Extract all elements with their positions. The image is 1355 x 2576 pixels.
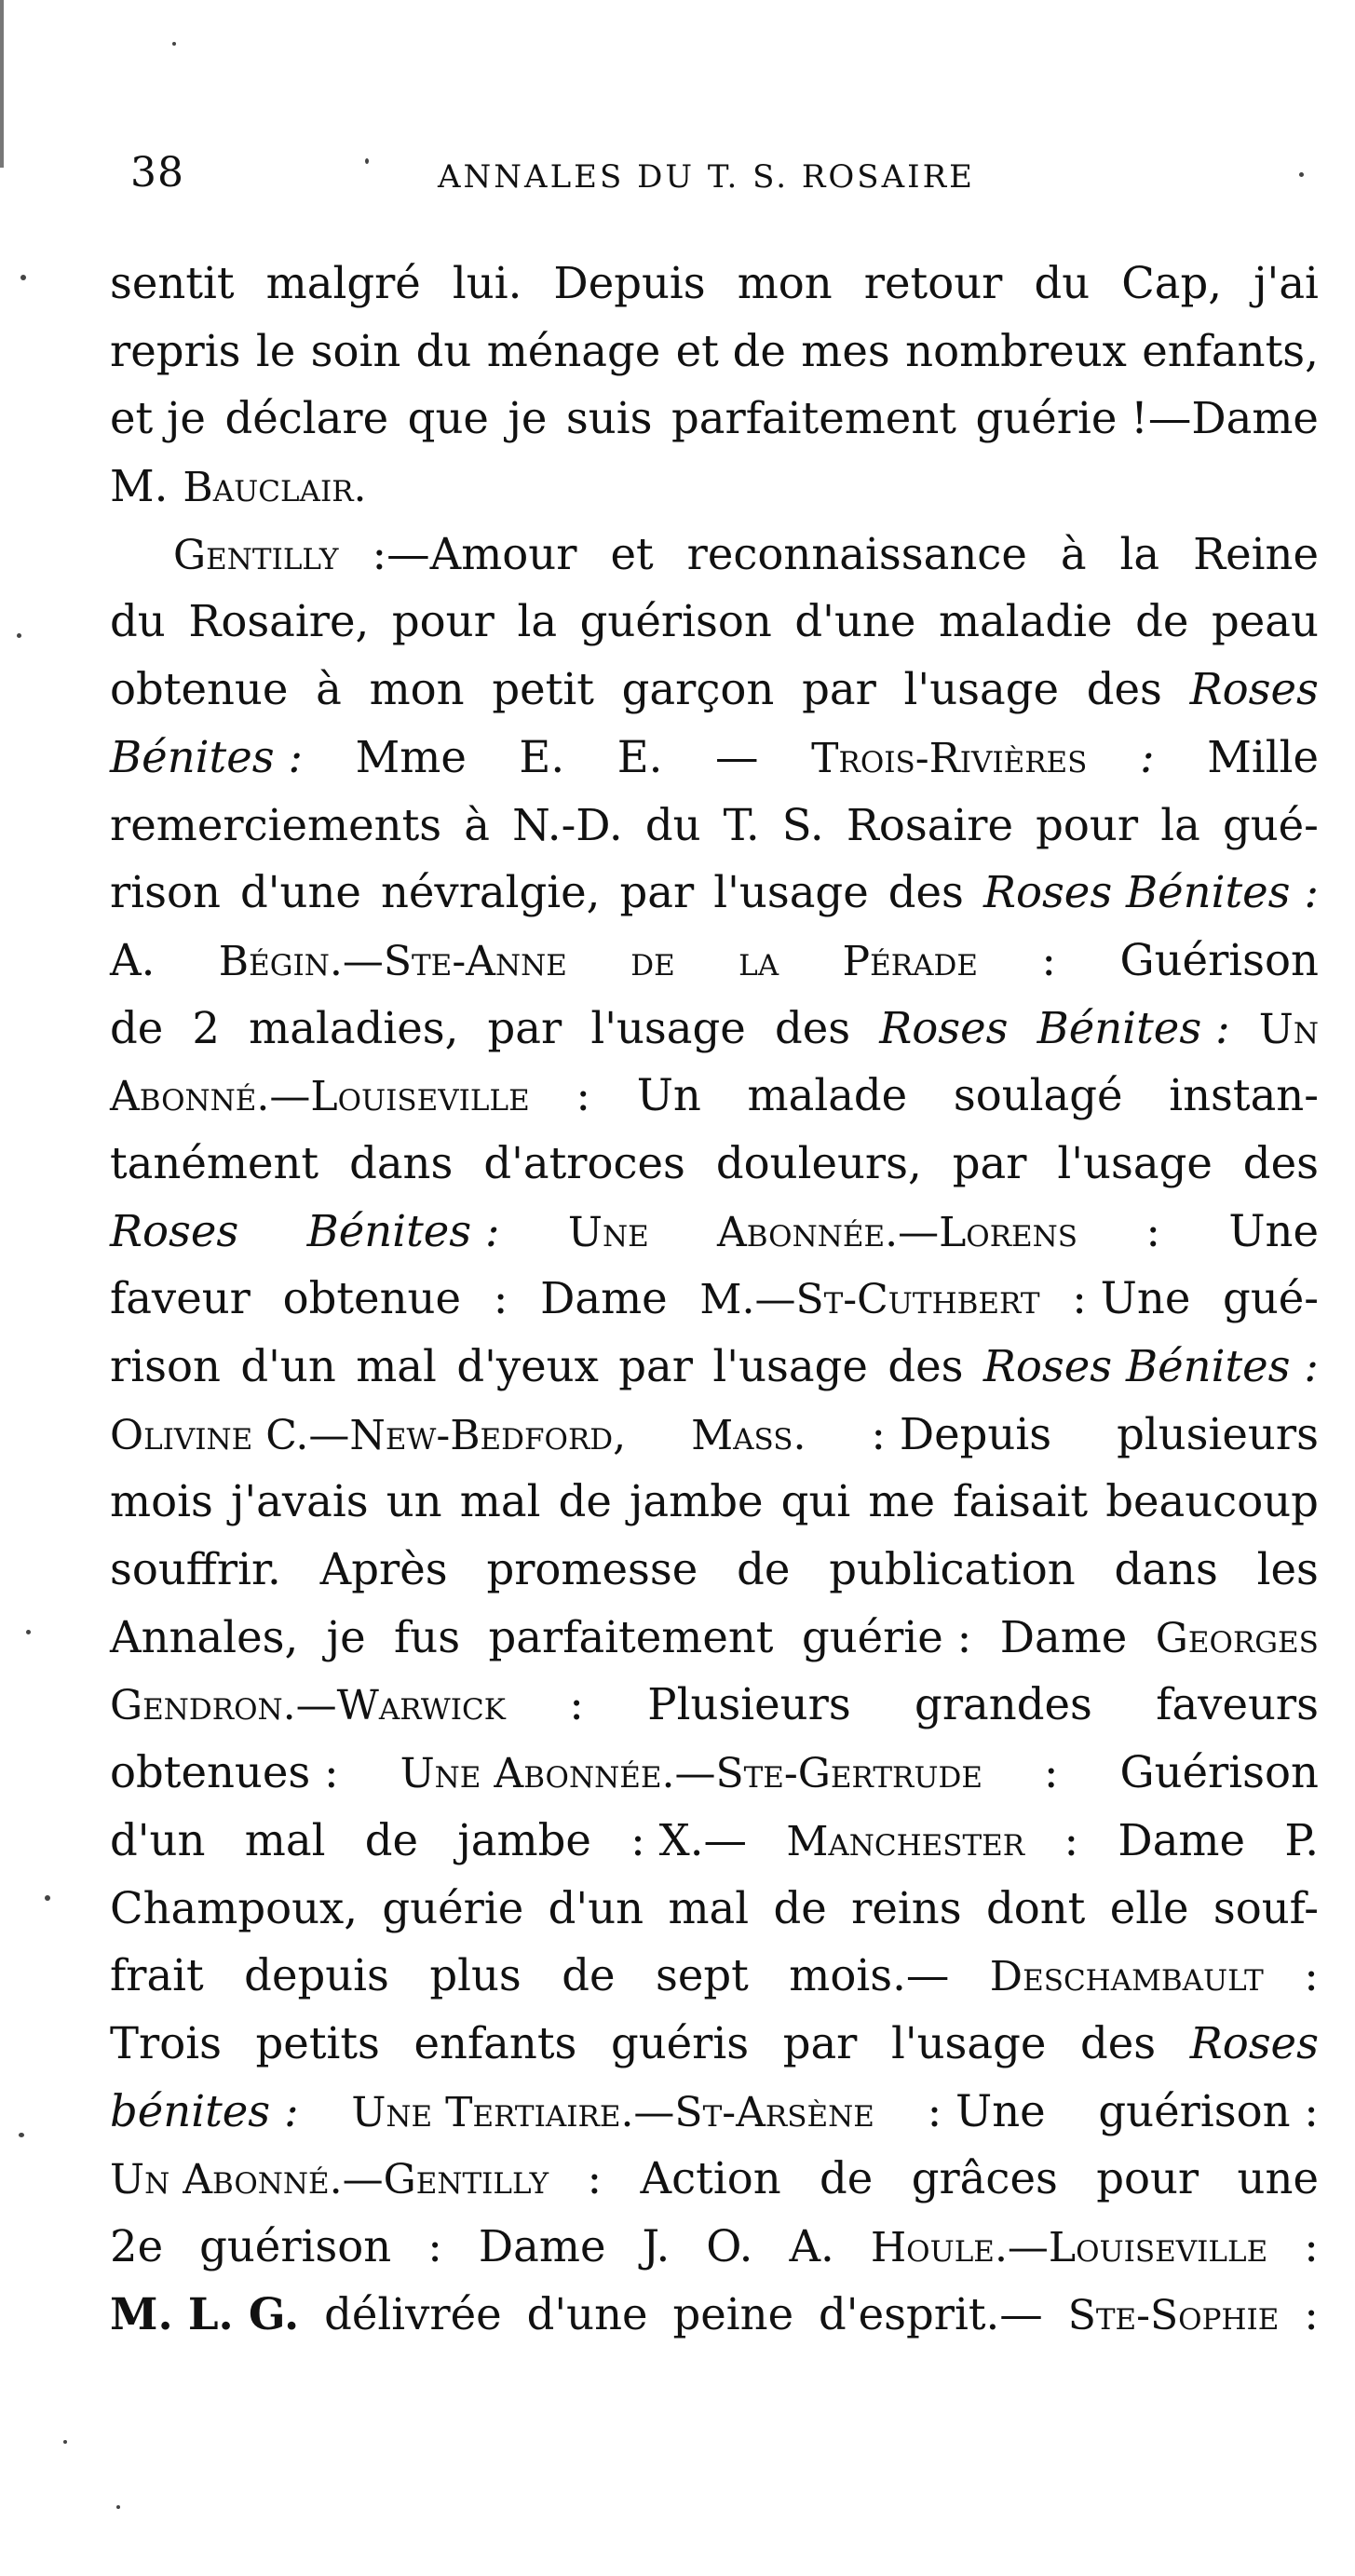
word: pour	[1036, 799, 1139, 850]
word: E.	[617, 731, 663, 782]
text-line	[110, 1942, 1319, 2010]
word: plus	[429, 1950, 522, 2001]
word: suis	[565, 393, 653, 444]
word: M.	[110, 461, 169, 512]
word: grandes	[915, 1679, 1092, 1730]
word: que	[407, 393, 489, 444]
word: Rosaire,	[188, 596, 370, 647]
word: A.	[789, 2220, 834, 2271]
word: :	[1140, 731, 1155, 782]
word: :	[427, 2220, 442, 2271]
word: repris	[110, 325, 241, 376]
word: Champoux,	[110, 1882, 359, 1933]
text-line	[110, 1198, 1319, 1266]
word: douleurs,	[715, 1137, 922, 1188]
word: faisait	[953, 1476, 1089, 1527]
word: pour	[1096, 2153, 1199, 2204]
word: l'usage	[712, 1341, 868, 1391]
print-speck	[17, 633, 21, 638]
word: Rosaire	[846, 799, 1014, 850]
word: des	[1086, 664, 1162, 715]
word: Roses	[879, 1002, 1009, 1053]
word: Georges	[1155, 1614, 1319, 1662]
text-line	[110, 1468, 1319, 1536]
word: du	[1034, 258, 1091, 308]
word: guéris	[610, 2017, 750, 2068]
word: la	[738, 937, 779, 985]
word: Une	[567, 1208, 649, 1256]
word: l'usage	[903, 664, 1060, 715]
word: des	[1242, 1137, 1319, 1188]
print-speck	[26, 1630, 31, 1634]
word: j'ai	[1253, 258, 1319, 308]
word: Deschambault	[989, 1953, 1264, 2001]
print-speck	[116, 2505, 120, 2509]
word: et de	[675, 325, 786, 376]
word: guérison	[579, 596, 772, 647]
text-line	[110, 521, 1319, 589]
word: J.	[642, 2220, 671, 2271]
word: frait	[110, 1950, 204, 2001]
word: des	[888, 867, 964, 918]
word: par	[782, 2017, 858, 2068]
word: elle	[1109, 1882, 1189, 1933]
word: d'une	[526, 2288, 648, 2339]
word: Une Tertiaire.—St-Arsène	[351, 2088, 874, 2136]
word: des	[888, 1341, 964, 1391]
word: sept	[655, 1950, 749, 2001]
word: peine	[672, 2288, 794, 2339]
word: plusieurs	[1117, 1408, 1319, 1459]
word: d'une	[794, 596, 916, 647]
text-line	[110, 2281, 1319, 2349]
word: souf-	[1213, 1882, 1319, 1933]
word: Roses	[1189, 664, 1319, 715]
word: Bénites :	[110, 731, 304, 782]
word: d'un	[110, 1814, 206, 1865]
word: de	[773, 1882, 827, 1933]
word: de	[558, 1476, 612, 1527]
word: : Depuis	[871, 1408, 1052, 1459]
text-line	[110, 318, 1319, 386]
word: lui.	[452, 258, 522, 308]
word: Abonné.—Louiseville	[110, 1073, 530, 1121]
word: Roses Bénites :	[982, 867, 1319, 918]
word: bénites :	[110, 2085, 299, 2136]
word: du	[415, 325, 472, 376]
text-line	[110, 2145, 1319, 2213]
word: par	[802, 664, 876, 715]
word: une	[1237, 2153, 1319, 2204]
text-line	[110, 1807, 1319, 1875]
word: Bénites :	[306, 1205, 500, 1256]
word: Manchester	[786, 1817, 1025, 1865]
word: dans	[1114, 1544, 1218, 1595]
word: mois.—	[789, 1950, 950, 2001]
word: pour	[391, 596, 495, 647]
word: O.	[706, 2220, 753, 2271]
word: Plusieurs	[647, 1679, 851, 1730]
word: à	[316, 664, 342, 715]
word: retour	[863, 258, 1003, 308]
word: déclare	[224, 393, 389, 444]
word: jambe	[630, 1476, 764, 1527]
word: Roses	[110, 1205, 239, 1256]
word: Dame	[999, 1611, 1128, 1662]
word: E.	[519, 731, 565, 782]
word: l'usage	[1057, 1137, 1213, 1188]
word: Un	[636, 1070, 701, 1121]
word: 2e	[110, 2220, 164, 2271]
text-line	[110, 453, 1319, 521]
word: guérie :	[801, 1611, 972, 1662]
word: jambe	[457, 1814, 591, 1865]
word: et je	[110, 393, 206, 444]
word: Depuis	[553, 258, 706, 308]
word: :	[1043, 1747, 1059, 1798]
print-speck	[1299, 172, 1304, 177]
word: Pérade	[842, 937, 978, 985]
word: du	[644, 799, 701, 850]
print-speck	[20, 275, 26, 280]
word: mal	[244, 1814, 326, 1865]
word: depuis	[244, 1950, 389, 2001]
word: de	[737, 1544, 791, 1595]
word: de	[630, 937, 675, 985]
word: d'atroces	[483, 1137, 685, 1188]
word: :	[1064, 1814, 1079, 1865]
word: de	[1135, 596, 1189, 647]
word: souffrir.	[110, 1544, 281, 1595]
word: Mass.	[691, 1411, 806, 1459]
print-speck	[63, 2440, 67, 2444]
word: l'usage	[890, 2017, 1047, 2068]
word: :	[493, 1273, 508, 1324]
word: Cap,	[1121, 258, 1223, 308]
word: guérie !—Dame	[975, 393, 1319, 444]
word: l'usage	[590, 1002, 746, 1053]
word: remerciements	[110, 799, 442, 850]
word: d'un	[240, 1341, 336, 1391]
text-line	[110, 1604, 1319, 1672]
word: mon	[737, 258, 833, 308]
word: Bégin.—Ste-Anne	[218, 937, 567, 985]
word: malgré	[265, 258, 421, 308]
print-speck	[365, 158, 369, 164]
word: qui	[780, 1476, 851, 1527]
text-line	[110, 656, 1319, 724]
word: de	[110, 1002, 164, 1053]
word: Guérison	[1119, 934, 1319, 985]
word: Mille	[1207, 731, 1319, 782]
word: peau	[1212, 596, 1319, 647]
word: Gentilly	[173, 531, 339, 579]
word: rison	[110, 1341, 221, 1391]
text-line	[110, 792, 1319, 860]
word: Olivine C.—New-Bedford,	[110, 1411, 627, 1459]
word: N.-D.	[512, 799, 623, 850]
word: promesse	[486, 1544, 698, 1595]
word: reconnaissance	[686, 528, 1027, 579]
word: : Une	[927, 2085, 1046, 2136]
word: à	[1060, 528, 1087, 579]
word: T.	[723, 799, 760, 850]
word: petit	[492, 664, 594, 715]
word: gué-	[1222, 799, 1319, 850]
word: Roses	[1189, 2017, 1319, 2068]
word: reins	[851, 1882, 962, 1933]
word: me	[868, 1476, 936, 1527]
text-line	[110, 995, 1319, 1063]
word: rison	[110, 867, 221, 918]
word: faveurs	[1156, 1679, 1319, 1730]
word: :	[569, 1679, 584, 1730]
text-line	[110, 1265, 1319, 1333]
word: soulagé	[953, 1070, 1123, 1121]
word: la	[1160, 799, 1200, 850]
word: gué-	[1223, 1273, 1319, 1324]
word: j'avais	[230, 1476, 369, 1527]
word: par	[619, 867, 695, 918]
word: Un Abonné.—Gentilly	[110, 2156, 549, 2204]
word: obtenue	[110, 664, 289, 715]
word: Houle.—Louiseville	[870, 2223, 1268, 2271]
text-line	[110, 1875, 1319, 1943]
word: des	[774, 1002, 851, 1053]
word: parfaitement	[488, 1611, 774, 1662]
word: instan-	[1169, 1070, 1319, 1121]
word: parfaitement	[671, 393, 956, 444]
word: des	[1079, 2017, 1157, 2068]
word: obtenues :	[110, 1747, 339, 1798]
word: la	[1119, 528, 1160, 579]
word: enfants,	[1142, 325, 1319, 376]
word: 2	[192, 1002, 221, 1053]
text-line	[110, 250, 1319, 318]
page-edge-shadow	[0, 0, 4, 168]
page-number: 38	[130, 149, 184, 197]
word: nombreux	[905, 325, 1127, 376]
word: mal	[459, 1476, 541, 1527]
word: je	[326, 1611, 366, 1662]
word: je	[508, 393, 548, 444]
word: Dame	[478, 2220, 606, 2271]
word: Guérison	[1119, 1747, 1319, 1798]
word: délivrée	[324, 2288, 502, 2339]
text-line	[110, 1536, 1319, 1604]
page-header	[130, 149, 1276, 205]
word: grâces	[911, 2153, 1058, 2204]
word: névralgie,	[380, 867, 601, 918]
text-line	[110, 1130, 1319, 1198]
text-line	[110, 1333, 1319, 1401]
word: mal	[668, 1882, 750, 1933]
word: malade	[747, 1070, 908, 1121]
word: dans	[349, 1137, 454, 1188]
word: Bénites :	[1037, 1002, 1230, 1053]
word: :	[1304, 2220, 1319, 2271]
word: un	[386, 1476, 442, 1527]
word: A.	[110, 934, 156, 985]
word: —	[715, 731, 759, 782]
word: Dame	[1118, 1814, 1246, 1865]
word: :	[1145, 1205, 1161, 1256]
text-line	[110, 588, 1319, 656]
text-line	[110, 385, 1319, 453]
word: M.—St-Cuthbert	[699, 1276, 1040, 1324]
word: : Une	[1072, 1273, 1191, 1324]
word: Action	[640, 2153, 781, 2204]
word: :	[1041, 934, 1057, 985]
word: dont	[985, 1882, 1086, 1933]
text-line	[110, 1671, 1319, 1739]
word: Annales,	[110, 1611, 299, 1662]
word: Dame	[540, 1273, 668, 1324]
text-line	[110, 1401, 1319, 1469]
word: d'une	[239, 867, 361, 918]
word: : X.—	[630, 1814, 748, 1865]
word: mes	[801, 325, 890, 376]
word: Ste-Sophie	[1067, 2291, 1280, 2339]
word: :	[576, 1070, 591, 1121]
word: publication	[829, 1544, 1076, 1595]
word: maladies,	[249, 1002, 459, 1053]
text-line	[110, 724, 1319, 792]
word: M. L. G.	[110, 2287, 300, 2339]
word: Une	[1228, 1205, 1319, 1256]
word: Bauclair.	[183, 464, 367, 512]
print-speck	[172, 42, 176, 46]
word: maladie	[938, 596, 1113, 647]
word: soin	[310, 325, 401, 376]
word: sentit	[110, 258, 235, 308]
word: :	[1304, 2288, 1319, 2339]
word: le	[255, 325, 296, 376]
word: P.	[1284, 1814, 1319, 1865]
word: :	[1304, 1950, 1319, 2001]
word: de	[364, 1814, 419, 1865]
word: :—Amour	[372, 528, 577, 579]
word: par	[618, 1341, 693, 1391]
word: Trois	[110, 2017, 222, 2068]
word: :	[587, 2153, 603, 2204]
word: l'usage	[713, 867, 869, 918]
word: guérie	[382, 1882, 524, 1933]
word: la	[517, 596, 558, 647]
word: petits	[255, 2017, 380, 2068]
text-line	[110, 2213, 1319, 2281]
text-line	[110, 1062, 1319, 1130]
text-line	[110, 2010, 1319, 2078]
word: du	[110, 596, 166, 647]
word: les	[1256, 1544, 1319, 1595]
word: Roses Bénites :	[982, 1341, 1319, 1391]
word: Abonnée.—Lorens	[717, 1208, 1078, 1256]
word: mon	[369, 664, 465, 715]
word: par	[952, 1137, 1027, 1188]
word: garçon	[621, 664, 775, 715]
print-speck	[19, 2133, 24, 2137]
word: guérison	[199, 2220, 392, 2271]
word: mal	[356, 1341, 437, 1391]
word: et	[610, 528, 654, 579]
text-line	[110, 927, 1319, 995]
word: Gendron.—Warwick	[110, 1682, 506, 1730]
word: Mme	[355, 731, 467, 782]
word: faveur	[110, 1273, 251, 1324]
word: ménage	[486, 325, 661, 376]
print-speck	[45, 1895, 50, 1901]
word: Trois-Rivières	[811, 734, 1088, 782]
text-line	[110, 859, 1319, 927]
word: Un	[1258, 1005, 1319, 1053]
word: S.	[781, 799, 824, 850]
body-text	[110, 250, 1319, 2348]
word: Après	[319, 1544, 448, 1595]
word: par	[487, 1002, 562, 1053]
word: mois	[110, 1476, 213, 1527]
word: d'yeux	[456, 1341, 599, 1391]
word: d'un	[548, 1882, 644, 1933]
word: fus	[394, 1611, 461, 1662]
word: Une Abonnée.—Ste-Gertrude	[400, 1750, 982, 1798]
word: guérison :	[1098, 2085, 1319, 2136]
word: de	[562, 1950, 616, 2001]
word: Reine	[1193, 528, 1319, 579]
word: beaucoup	[1105, 1476, 1319, 1527]
word: d'esprit.—	[819, 2288, 1043, 2339]
word: à	[464, 799, 490, 850]
word: de	[820, 2153, 874, 2204]
word: tanément	[110, 1137, 319, 1188]
text-line	[110, 2078, 1319, 2146]
text-line	[110, 1739, 1319, 1807]
word: enfants	[413, 2017, 577, 2068]
running-head: ANNALES DU T. S. ROSAIRE	[438, 158, 975, 196]
word: obtenue	[282, 1273, 461, 1324]
